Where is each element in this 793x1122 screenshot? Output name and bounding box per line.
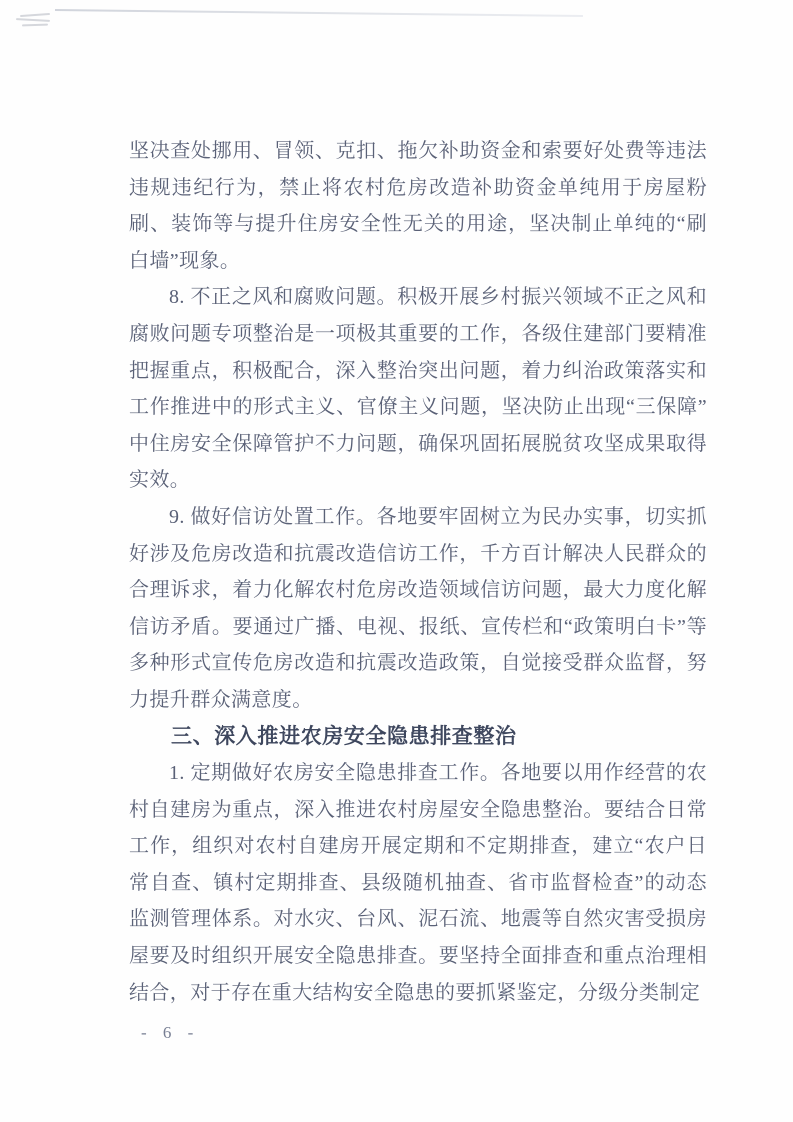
paragraph-continuation: 坚决查处挪用、冒领、克扣、拖欠补助资金和索要好处费等违法违规违纪行为，禁止将农村危房改造补助资金单纯用于房屋粉刷、装饰等与提升住房安全性无关的用途，坚决制止单纯的“刷白墙”现象。 bbox=[129, 140, 707, 272]
scan-artifact-smudge bbox=[14, 12, 56, 28]
paragraph-item-1: 1. 定期做好农房安全隐患排查工作。各地要以用作经营的农村自建房为重点，深入推进农村房屋安全隐患整治。要结合日常工作，组织对农村自建房开展定期和不定期排查，建立“农户日常自查、镇村定期排查、县级随机抽查、省市监督检查”的动态监测管理体系。对水灾、台风、泥石流、地震等自然灾害受损房屋要及时组织开展安全隐患排查。要坚持全面排查和重点治理相结合，对于存在重大结构安全隐患的要抓紧鉴定，分级分类制定 bbox=[129, 762, 707, 1004]
paragraph-item-8: 8. 不正之风和腐败问题。积极开展乡村振兴领域不正之风和腐败问题专项整治是一项极其重要的工作，各级住建部门要精准把握重点，积极配合，深入整治突出问题，着力纠治政策落实和工作推进中的形式主义、官僚主义问题，坚决防止出现“三保障”中住房安全保障管护不力问题，确保巩固拓展脱贫攻坚成果取得实效。 bbox=[129, 286, 707, 492]
paragraph-item-9: 9. 做好信访处置工作。各地要牢固树立为民办实事，切实抓好涉及危房改造和抗震改造信访工作，千方百计解决人民群众的合理诉求，着力化解农村危房改造领域信访问题，最大力度化解信访矛盾。要通过广播、电视、报纸、宣传栏和“政策明白卡”等多种形式宣传危房改造和抗震改造政策，自觉接受群众监督，努力提升群众满意度。 bbox=[129, 505, 707, 711]
document-body bbox=[129, 133, 707, 1011]
scan-artifact-line bbox=[55, 9, 583, 17]
section-heading: 三、深入推进农房安全隐患排查整治 bbox=[171, 724, 517, 748]
page-number: - 6 - bbox=[141, 1023, 200, 1042]
